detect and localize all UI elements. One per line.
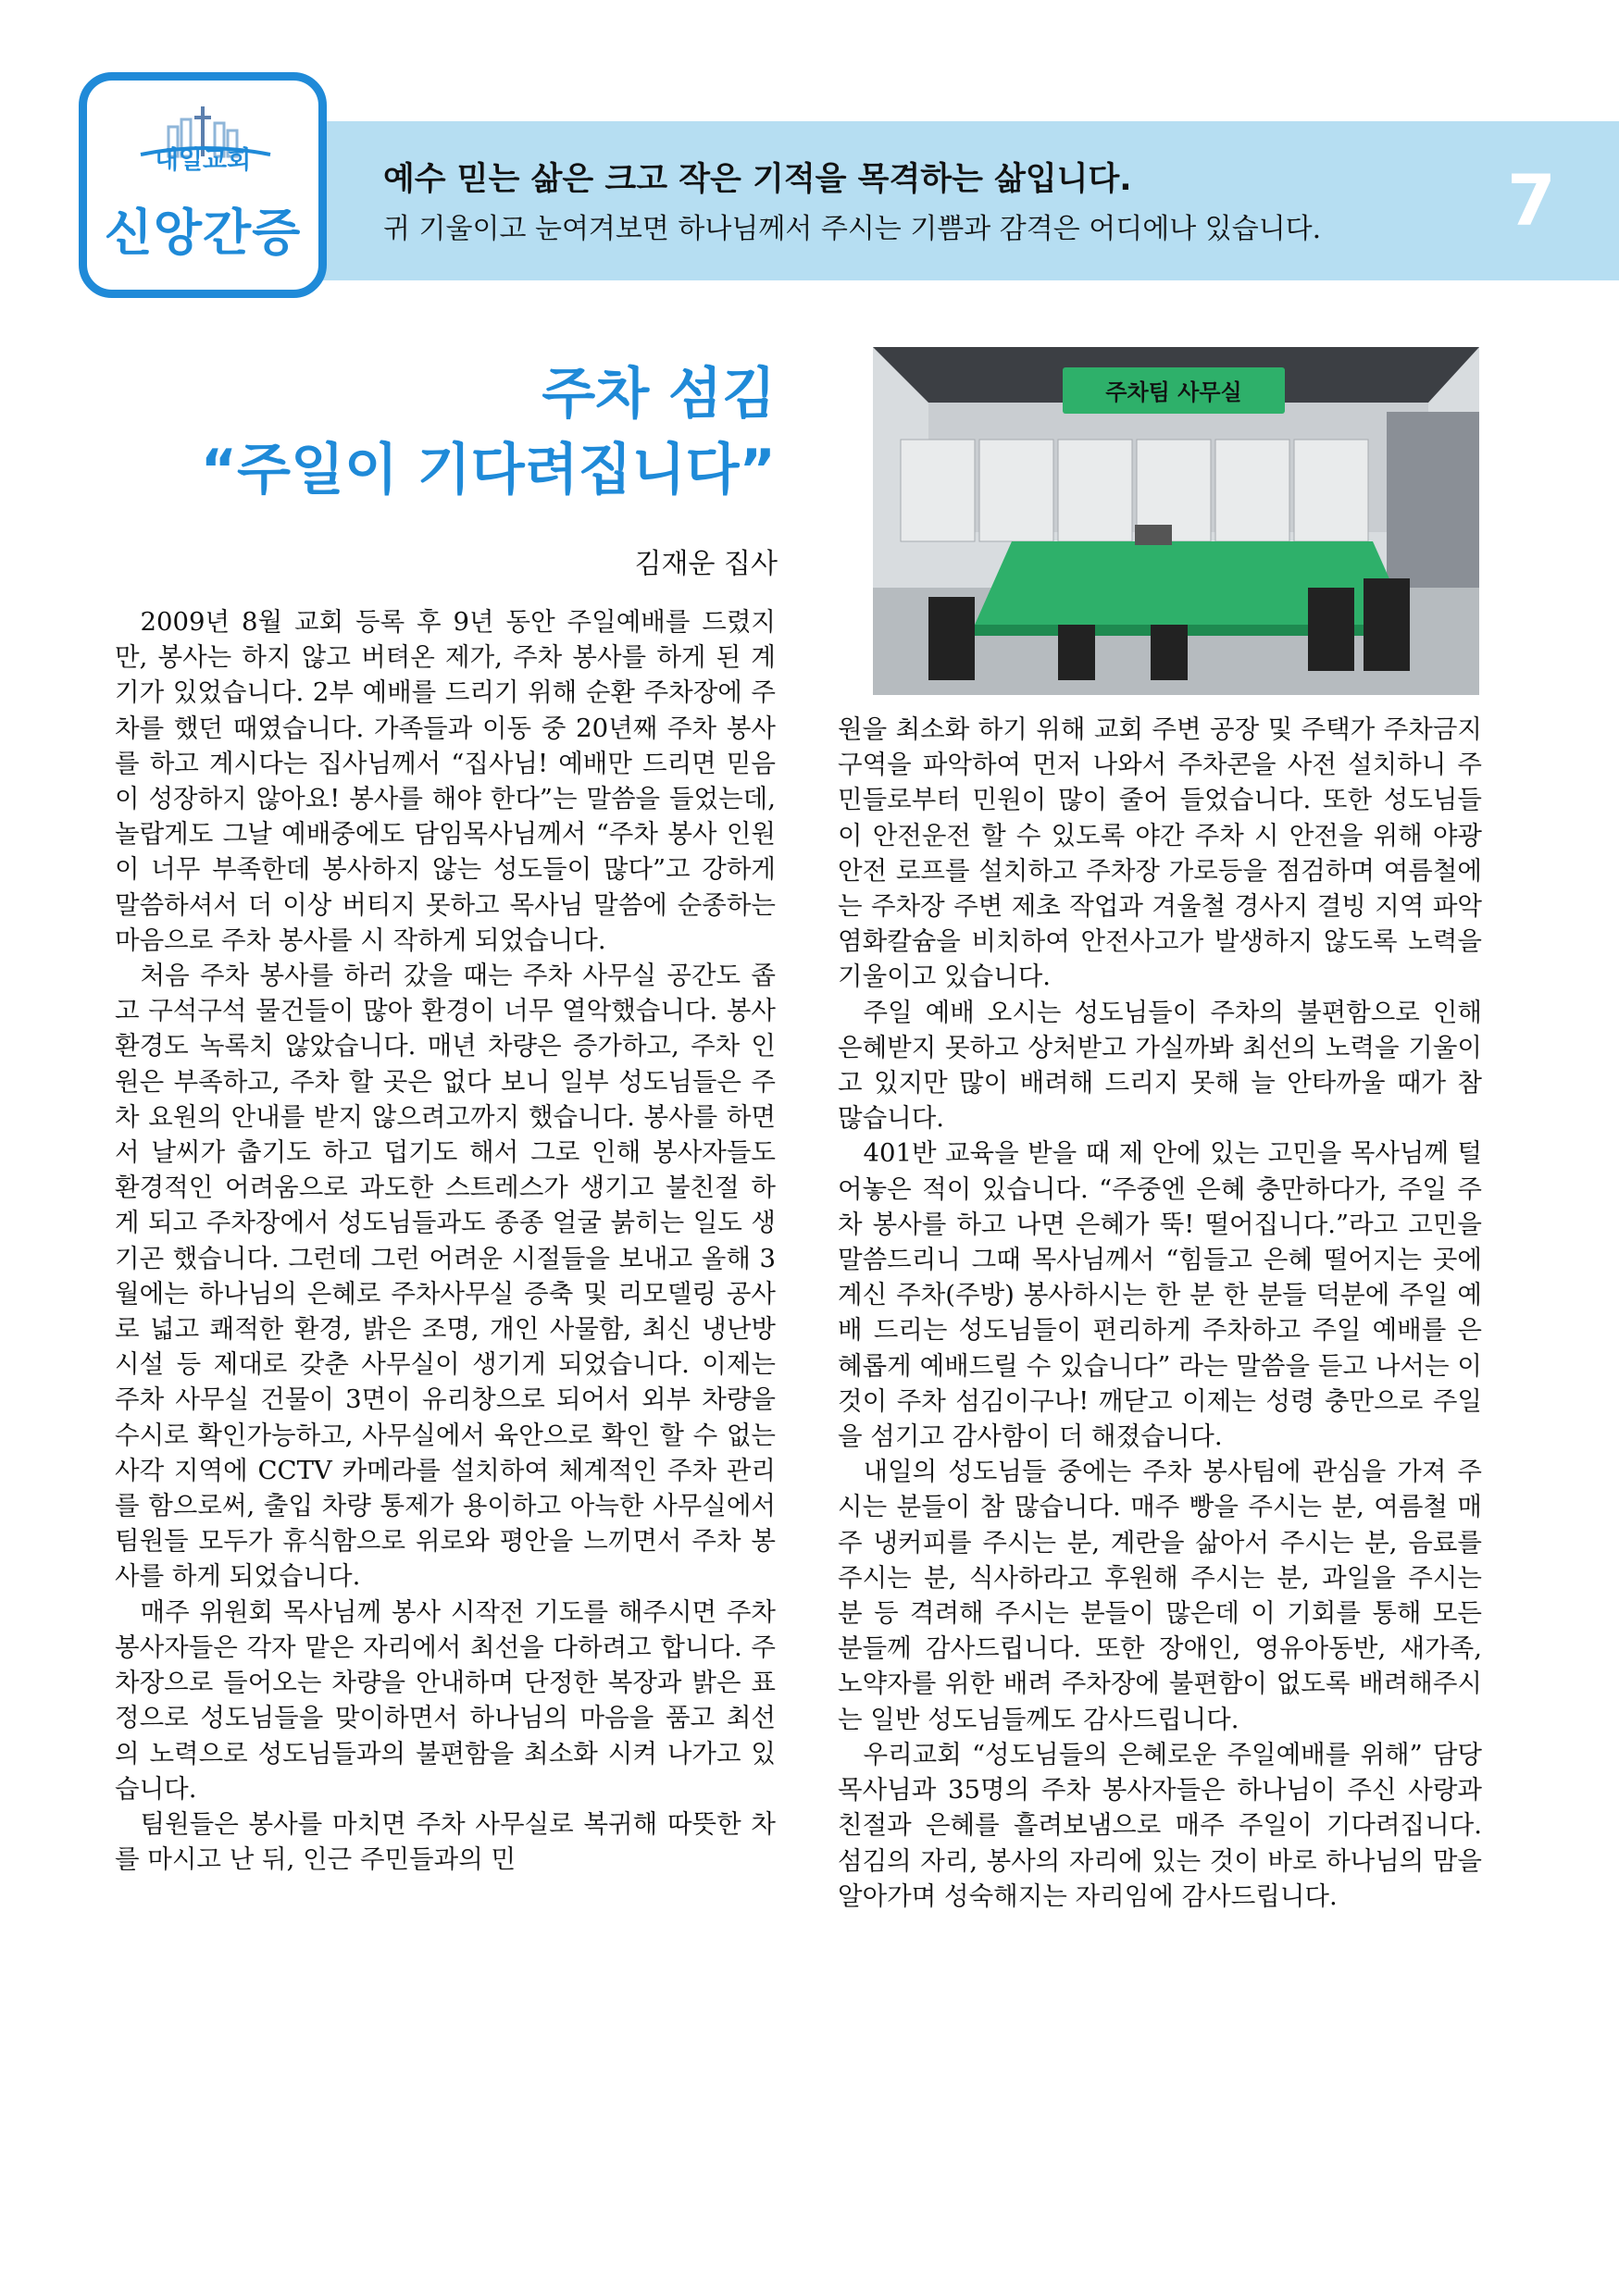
church-name: 내일교회 <box>154 146 252 175</box>
header-subtagline: 귀 기울이고 눈여겨보면 하나님께서 주시는 기쁨과 감격은 어디에나 있습니다. <box>383 213 1322 245</box>
parking-office-photo <box>873 347 1479 695</box>
section-badge <box>79 72 327 298</box>
article-author: 김재운 집사 <box>634 548 778 580</box>
paragraph: 401반 교육을 받을 때 제 안에 있는 고민을 목사님께 털어놓은 적이 있습니다. “주중엔 은혜 충만하다가, 주일 주차 봉사를 하고 나면 은혜가 뚝! 떨어집니다.”라고 고민을 말씀드리니 그때 목사님께서 “힘들고 은혜 떨어지는 곳에 계신 주차(주방) 봉사하시는 한 분 한 분들 덕분에 주일 예배 드리는 성도님들이 편리하게 주차하고 주일 예배를 은혜롭게 예배드릴 수 있습니다” 라는 말씀을 듣고 나서는 이것이 주차 섬김이구나! 깨닫고 이제는 성령 충만으로 주일을 섬기고 감사함이 더 해졌습니다. <box>838 1138 1482 1452</box>
paragraph: 처음 주차 봉사를 하러 갔을 때는 주차 사무실 공간도 좁고 구석구석 물건들이 많아 환경이 너무 열악했습니다. 봉사 환경도 녹록치 않았습니다. 매년 차량은 증가하고, 주차 인원은 부족하고, 주차 할 곳은 없다 보니 일부 성도님들은 주차 요원의 안내를 받지 않으려고까지 했습니다. 봉사를 하면서 날씨가 춥기도 하고 덥기도 해서 그로 인해 봉사자들도 환경적인 어려움으로 과도한 스트레스가 생기고 불친절 하게 되고 주차장에서 성도님들과도 종종 얼굴 붉히는 일도 생기곤 했습니다. 그런데 그런 어려운 시절들을 보내고 올해 3월에는 하나님의 은혜로 주차사무실 증축 및 리모델링 공사로 넓고 쾌적한 환경, 밝은 조명, 개인 사물함, 최신 냉난방 시설 등 제대로 갖춘 사무실이 생기게 되었습니다. 이제는 주차 사무실 건물이 3면이 유리창으로 되어서 외부 차량을 수시로 확인가능하고, 사무실에서 육안으로 확인 할 수 없는 사각 지역에 CCTV 카메라를 설치하여 체계적인 주차 관리를 함으로써, 출입 차량 통제가 용이하고 아늑한 사무실에서 팀원들 모두가 휴식함으로 위로와 평안을 느끼면서 주차 봉사를 하게 되었습니다. <box>115 961 776 1592</box>
left-column <box>115 604 776 1877</box>
paragraph: 우리교회 “성도님들의 은혜로운 주일예배를 위해” 담당 목사님과 35명의 주차 봉사자들은 하나님이 주신 사랑과 친절과 은혜를 흘려보냄으로 매주 주일이 기다려집니다. 섬김의 자리, 봉사의 자리에 있는 것이 바로 하나님의 맘을 알아가며 성숙해지는 자리임에 감사드립니다. <box>838 1739 1482 1911</box>
article-title: 주차 섬김 <box>542 362 776 427</box>
page-number: 7 <box>1507 159 1556 242</box>
paragraph: 매주 위원회 목사님께 봉사 시작전 기도를 해주시면 주차 봉사자들은 각자 맡은 자리에서 최선을 다하려고 합니다. 주차장으로 들어오는 차량을 안내하며 단정한 복장과 밝은 표정으로 성도님들을 맞이하면서 하나님의 마음을 품고 최선의 노력으로 성도님들과의 불편함을 최소화 시켜 나가고 있습니다. <box>115 1596 776 1804</box>
paragraph: 원을 최소화 하기 위해 교회 주변 공장 및 주택가 주차금지 구역을 파악하여 먼저 나와서 주차콘을 사전 설치하니 주민들로부터 민원이 많이 줄어 들었습니다. 또한 성도님들이 안전운전 할 수 있도록 야간 주차 시 안전을 위해 야광 안전 로프를 설치하고 주차장 가로등을 점검하며 여름철에는 주차장 주변 제초 작업과 겨울철 경사지 결빙 지역 파악 염화칼슘을 비치하여 안전사고가 발생하지 않도록 노력을 기울이고 있습니다. <box>838 714 1482 992</box>
paragraph: 내일의 성도님들 중에는 주차 봉사팀에 관심을 가져 주시는 분들이 참 많습니다. 매주 빵을 주시는 분, 여름철 매주 냉커피를 주시는 분, 계란을 삶아서 주시는 분, 음료를 주시는 분, 식사하라고 후원해 주시는 분, 과일을 주시는 분 등 격려해 주시는 분들이 많은데 이 기회를 통해 모든 분들께 감사드립니다. 또한 장애인, 영유아동반, 새가족, 노약자를 위한 배려 주차장에 불편함이 없도록 배려해주시는 일반 성도님들께도 감사드립니다. <box>838 1457 1482 1734</box>
article-subtitle: “주일이 기다려집니다” <box>200 438 776 503</box>
header-band <box>319 121 1619 280</box>
section-title: 신앙간증 <box>104 204 302 262</box>
paragraph: 팀원들은 봉사를 마치면 주차 사무실로 복귀해 따뜻한 차를 마시고 난 뒤, 인근 주민들과의 민 <box>115 1808 776 1875</box>
paragraph: 주일 예배 오시는 성도님들이 주차의 불편함으로 인해 은혜받지 못하고 상처받고 가실까봐 최선의 노력을 기울이고 있지만 많이 배려해 드리지 못해 늘 안타까울 때가 참 많습니다. <box>838 997 1482 1134</box>
photo-sign-text: 주차팀 사무실 <box>1105 379 1242 405</box>
paragraph: 2009년 8월 교회 등록 후 9년 동안 주일예배를 드렸지만, 봉사는 하지 않고 버텨온 제가, 주차 봉사를 하게 된 계기가 있었습니다. 2부 예배를 드리기 위해 순환 주차장에 주차를 했던 때였습니다. 가족들과 이동 중 20년째 주차 봉사를 하고 계시다는 집사님께서 “집사님! 예배만 드리면 믿음이 성장하지 않아요! 봉사를 해야 한다”는 말씀을 들었는데, 놀랍게도 그날 예배중에도 담임목사님께서 “주차 봉사 인원이 너무 부족한데 봉사하지 않는 성도들이 많다”고 강하게 말씀하셔서 더 이상 버티지 못하고 목사님 말씀에 순종하는 마음으로 주차 봉사를 시 작하게 되었습니다. <box>115 607 776 955</box>
header-tagline: 예수 믿는 삶은 크고 작은 기적을 목격하는 삶입니다. <box>383 161 1132 198</box>
right-column <box>838 712 1482 1914</box>
